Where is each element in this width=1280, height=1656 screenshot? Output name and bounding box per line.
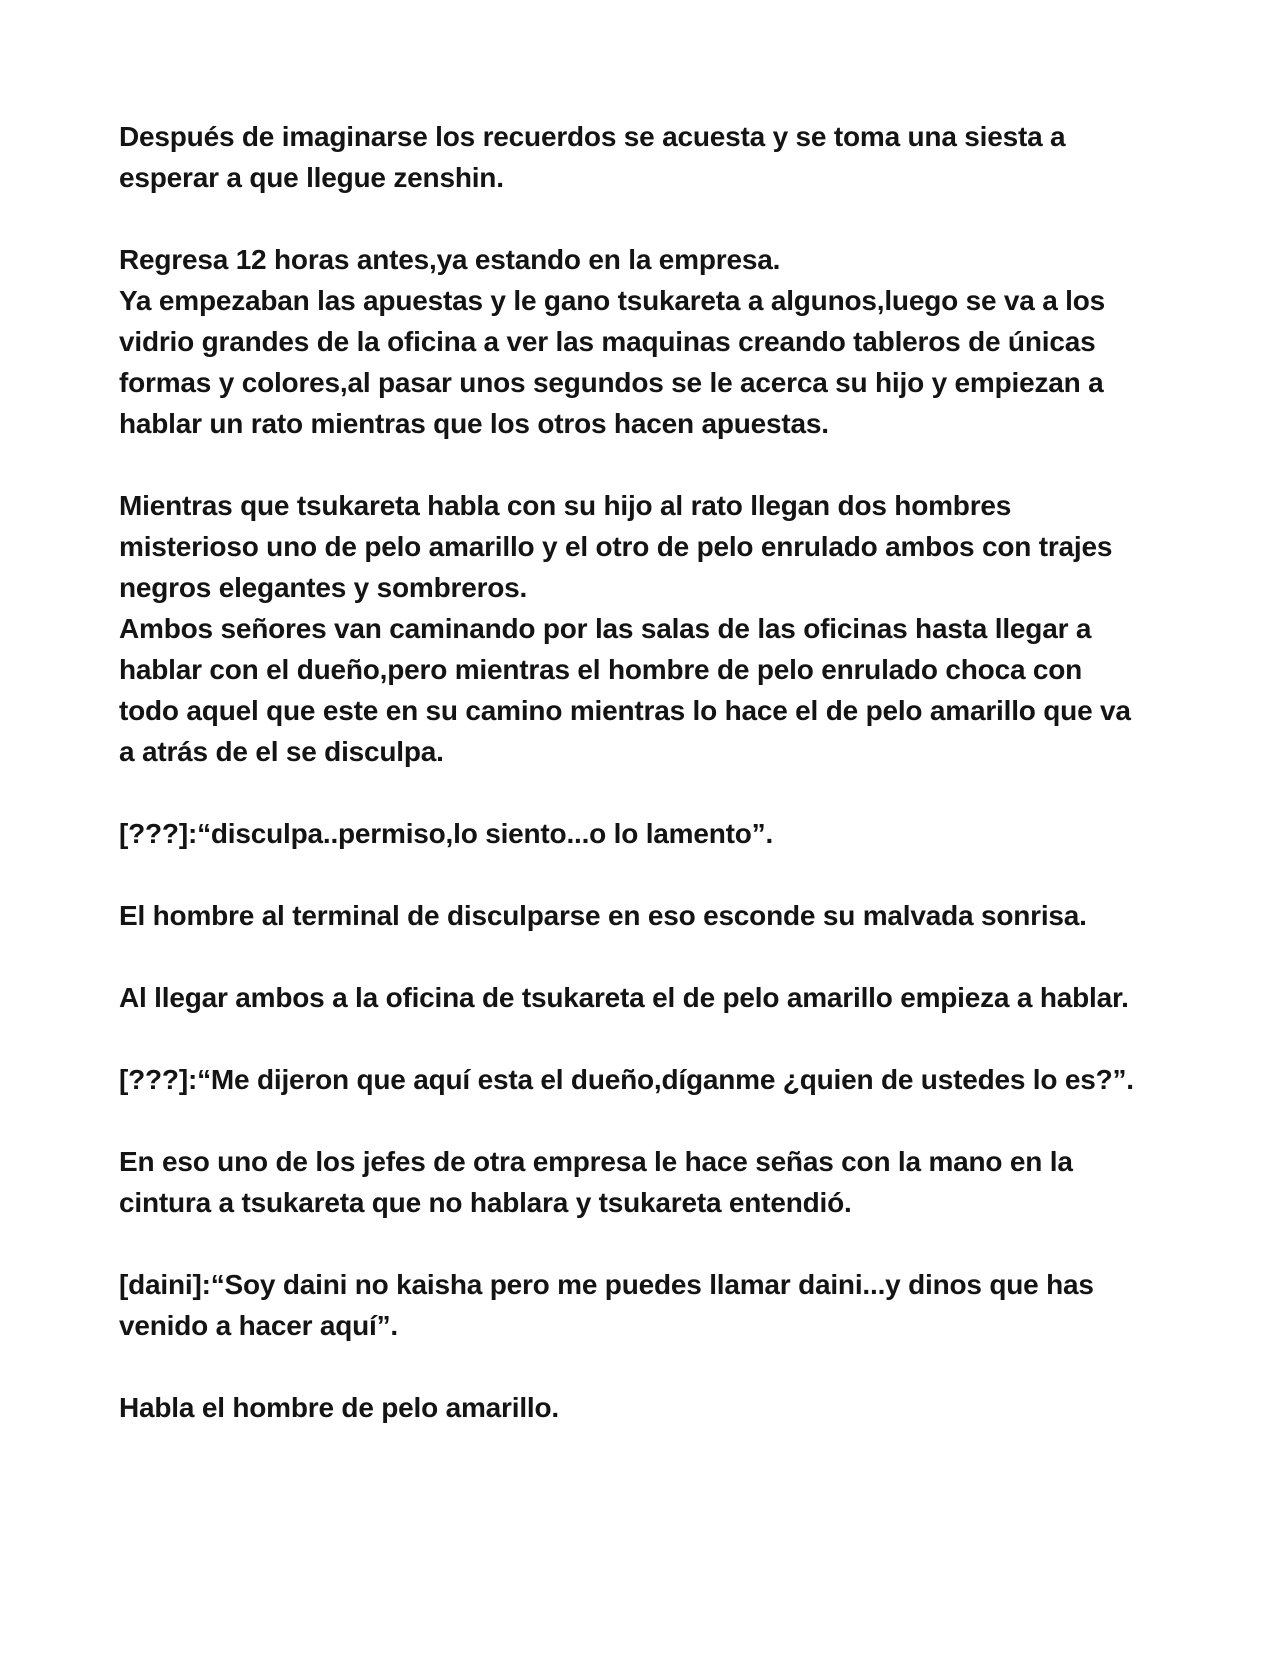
paragraph-7-dialogue [119, 1059, 1149, 1100]
dialogue-line: [???]:“disculpa..permiso,lo siento...o lo lamento”. [119, 818, 774, 849]
document-body [119, 116, 1149, 1469]
text-line: En eso uno de los jefes de otra empresa le hace señas con la mano en la cintura a tsukareta que no hablara y tsukareta entendió. [119, 1146, 1073, 1218]
text-line: Ambos señores van caminando por las salas de las oficinas hasta llegar a hablar con el dueño,pero mientras el hombre de pelo enrulado choca con todo aquel que este en su camino mientras lo hace el de pelo amarillo que va a atrás de el se disculpa. [119, 613, 1131, 767]
paragraph-10 [119, 1387, 1149, 1428]
text-line: Ya empezaban las apuestas y le gano tsukareta a algunos,luego se va a los vidrio grandes de la oficina a ver las maquinas creando tableros de únicas formas y colores,al pasar unos segundos se le acerca su hijo y empiezan a hablar un rato mientras que los otros hacen apuestas. [119, 285, 1106, 439]
text-line: Habla el hombre de pelo amarillo. [119, 1392, 559, 1423]
paragraph-9-dialogue [119, 1264, 1149, 1346]
paragraph-1 [119, 116, 1149, 198]
dialogue-line: [daini]:“Soy daini no kaisha pero me puedes llamar daini...y dinos que has venido a hacer aquí”. [119, 1269, 1094, 1341]
text-line: El hombre al terminal de disculparse en eso esconde su malvada sonrisa. [119, 900, 1087, 931]
paragraph-2 [119, 239, 1149, 444]
paragraph-3 [119, 485, 1149, 772]
text-line: Mientras que tsukareta habla con su hijo al rato llegan dos hombres misterioso uno de pelo amarillo y el otro de pelo enrulado ambos con trajes negros elegantes y sombreros. [119, 490, 1113, 603]
paragraph-4-dialogue [119, 813, 1149, 854]
dialogue-line: [???]:“Me dijeron que aquí esta el dueño,díganme ¿quien de ustedes lo es?”. [119, 1064, 1134, 1095]
paragraph-6 [119, 977, 1149, 1018]
paragraph-8 [119, 1141, 1149, 1223]
paragraph-5 [119, 895, 1149, 936]
text-line: Regresa 12 horas antes,ya estando en la empresa. [119, 244, 781, 275]
text-line: Al llegar ambos a la oficina de tsukareta el de pelo amarillo empieza a hablar. [119, 982, 1129, 1013]
text-line: Después de imaginarse los recuerdos se acuesta y se toma una siesta a esperar a que llegue zenshin. [119, 121, 1066, 193]
